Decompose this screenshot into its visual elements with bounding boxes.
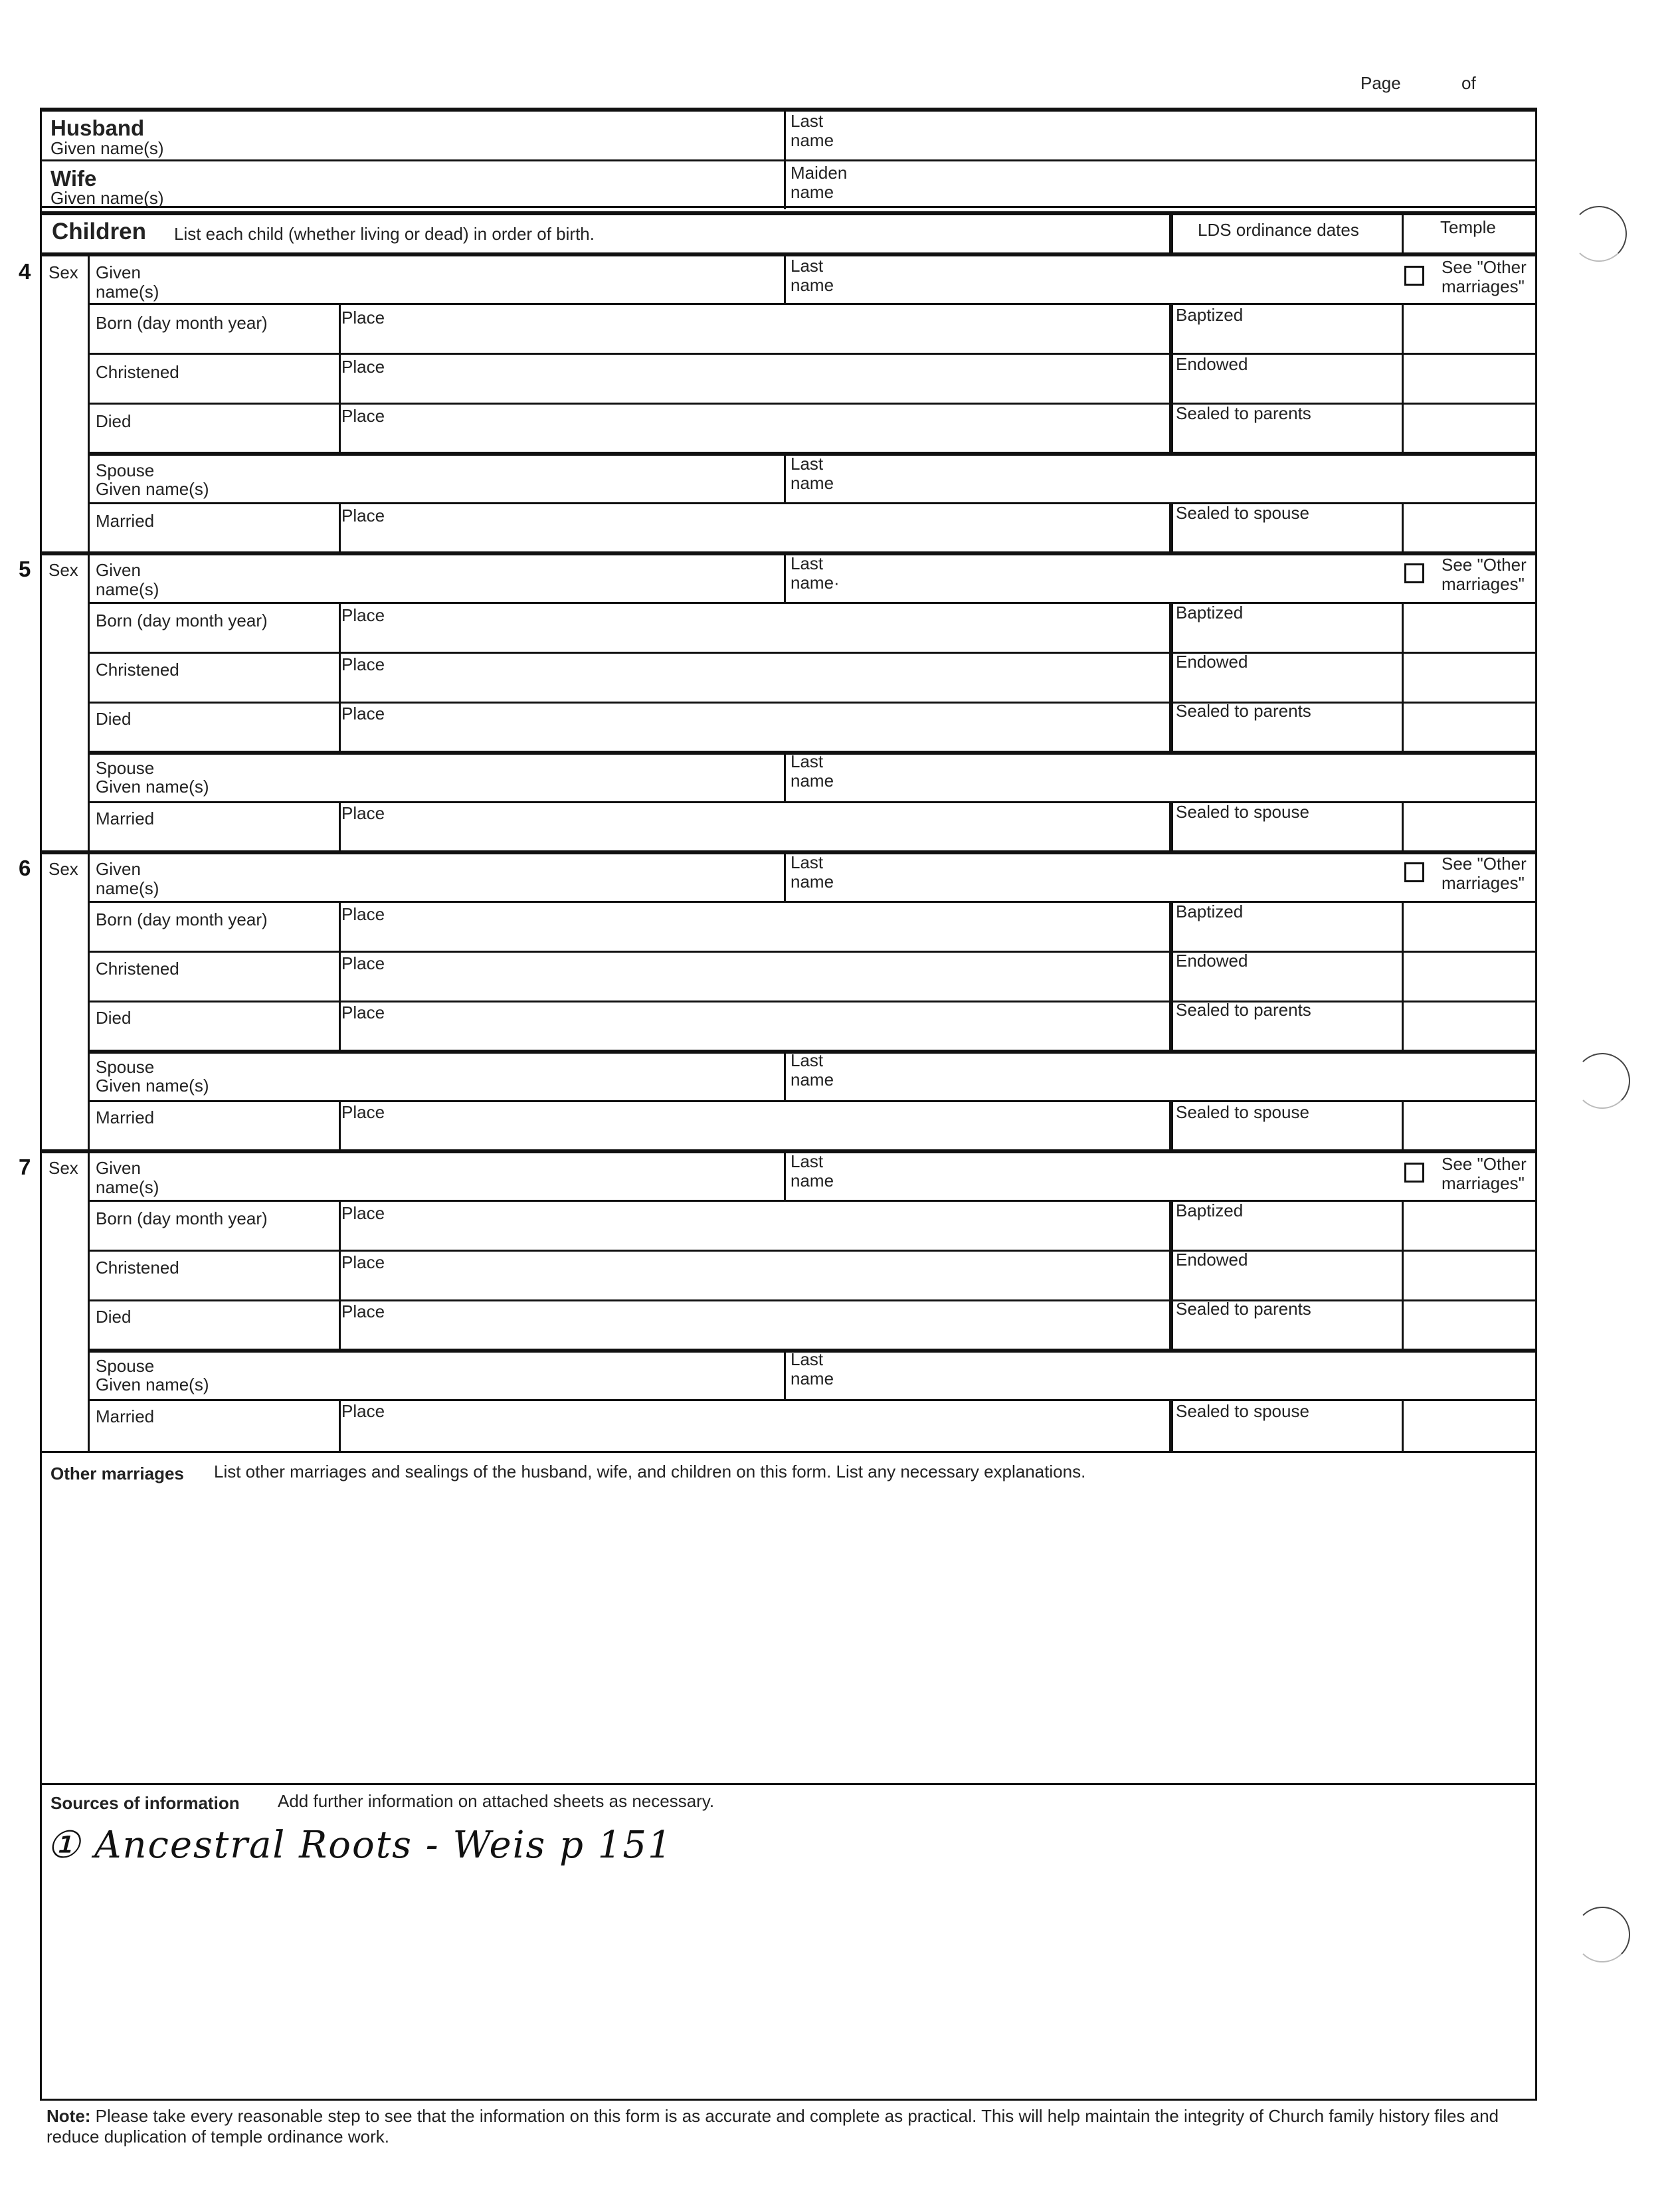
- spouse-label: Spouse: [96, 1057, 155, 1077]
- last-label: Last: [791, 553, 824, 573]
- baptized-label: Baptized: [1176, 902, 1244, 921]
- last-name-label: name: [791, 771, 834, 791]
- husband-title: Husband: [50, 116, 145, 140]
- sources-area[interactable]: [44, 1873, 1532, 2093]
- place-label: Place: [341, 904, 385, 924]
- binder-hole-top: [1571, 206, 1627, 262]
- place-label: Place: [341, 357, 385, 377]
- spouse-given-label: Given name(s): [96, 479, 209, 499]
- given-label: Given: [96, 262, 141, 282]
- sex-label: Sex: [48, 1158, 78, 1178]
- wife-given-label: Given name(s): [50, 188, 164, 208]
- last-label: Last: [791, 1151, 824, 1171]
- sex-label: Sex: [48, 560, 78, 580]
- name-s-label: name(s): [96, 282, 159, 302]
- endowed-label: Endowed: [1176, 951, 1248, 971]
- last-label: Last: [791, 751, 824, 771]
- born-label: Born (day month year): [96, 1208, 268, 1228]
- place-label: Place: [341, 704, 385, 723]
- last-name-label: name: [791, 275, 834, 295]
- last-label: Last: [791, 454, 824, 474]
- given-label: Given: [96, 859, 141, 879]
- baptized-label: Baptized: [1176, 1200, 1244, 1220]
- married-label: Married: [96, 809, 155, 828]
- sources-instruction: Add further information on attached sheets as necessary.: [278, 1791, 715, 1811]
- married-label: Married: [96, 1107, 155, 1127]
- spouse-given-label: Given name(s): [96, 777, 209, 797]
- see-other-marriages-checkbox[interactable]: [1404, 1163, 1424, 1183]
- spouse-given-label: Given name(s): [96, 1076, 209, 1096]
- child-number: 5: [19, 557, 31, 581]
- sex-label: Sex: [48, 262, 78, 282]
- died-label: Died: [96, 1307, 132, 1327]
- lds-ordinance-header: LDS ordinance dates: [1198, 220, 1359, 240]
- marriages-label: marriages": [1442, 276, 1525, 296]
- spouse-label: Spouse: [96, 758, 155, 778]
- endowed-label: Endowed: [1176, 652, 1248, 672]
- wife-maiden-label: Maiden: [791, 163, 848, 183]
- place-label: Place: [341, 406, 385, 426]
- child-number: 7: [19, 1155, 31, 1179]
- last-name-label: name: [791, 473, 834, 493]
- binder-hole-bottom: [1574, 1907, 1630, 1962]
- husband-name-label: name: [791, 130, 834, 150]
- see-other-marriages-checkbox[interactable]: [1404, 563, 1424, 583]
- place-label: Place: [341, 953, 385, 973]
- born-label: Born (day month year): [96, 313, 268, 333]
- place-label: Place: [341, 1203, 385, 1223]
- given-label: Given: [96, 1158, 141, 1178]
- last-name-label: name: [791, 1070, 834, 1090]
- spouse-label: Spouse: [96, 460, 155, 480]
- sealed-parents-label: Sealed to parents: [1176, 701, 1311, 721]
- children-title: Children: [52, 219, 146, 244]
- name-s-label: name(s): [96, 878, 159, 898]
- other-marriages-instruction: List other marriages and sealings of the husband, wife, and children on this form. List any necessary explanations.: [214, 1462, 1086, 1481]
- note-label: Note:: [47, 2106, 91, 2126]
- see-other-label: See "Other: [1442, 555, 1527, 575]
- see-other-marriages-checkbox[interactable]: [1404, 266, 1424, 286]
- married-label: Married: [96, 511, 155, 531]
- last-name-label: name: [791, 872, 834, 892]
- baptized-label: Baptized: [1176, 603, 1244, 622]
- see-other-label: See "Other: [1442, 854, 1527, 874]
- note-text: Please take every reasonable step to see that the information on this form is as accurate and complete as practical. This will help maintain the integrity of Church family history files and reduce duplication of temple ordinance work.: [47, 2106, 1499, 2147]
- binder-hole-middle: [1574, 1053, 1630, 1109]
- page-label: Page: [1360, 73, 1401, 93]
- married-label: Married: [96, 1406, 155, 1426]
- last-label: Last: [791, 852, 824, 872]
- marriages-label: marriages": [1442, 574, 1525, 594]
- children-instruction: List each child (whether living or dead) in order of birth.: [174, 224, 595, 244]
- name-s-label: name(s): [96, 579, 159, 599]
- sources-handwritten-entry: ① Ancestral Roots - Weis p 151: [47, 1824, 673, 1867]
- place-label: Place: [341, 605, 385, 625]
- place-label: Place: [341, 1401, 385, 1421]
- place-label: Place: [341, 1301, 385, 1321]
- place-label: Place: [341, 803, 385, 823]
- spouse-label: Spouse: [96, 1356, 155, 1376]
- sources-title: Sources of information: [50, 1793, 240, 1813]
- last-label: Last: [791, 256, 824, 276]
- last-label: Last: [791, 1349, 824, 1369]
- page-of-label: of: [1461, 73, 1476, 93]
- husband-given-label: Given name(s): [50, 138, 164, 158]
- child-number: 6: [19, 856, 31, 880]
- last-name-label: name·: [791, 573, 840, 593]
- form-frame: [40, 108, 1537, 2101]
- marriages-label: marriages": [1442, 873, 1525, 893]
- christened-label: Christened: [96, 959, 179, 979]
- see-other-marriages-checkbox[interactable]: [1404, 862, 1424, 882]
- place-label: Place: [341, 1002, 385, 1022]
- place-label: Place: [341, 1102, 385, 1122]
- endowed-label: Endowed: [1176, 354, 1248, 374]
- last-name-label: name: [791, 1369, 834, 1388]
- place-label: Place: [341, 308, 385, 328]
- endowed-label: Endowed: [1176, 1250, 1248, 1270]
- child-number: 4: [19, 259, 31, 284]
- died-label: Died: [96, 1008, 132, 1028]
- sex-label: Sex: [48, 859, 78, 879]
- last-name-label: name: [791, 1171, 834, 1191]
- sealed-parents-label: Sealed to parents: [1176, 1000, 1311, 1020]
- name-s-label: name(s): [96, 1177, 159, 1197]
- see-other-label: See "Other: [1442, 257, 1527, 277]
- sealed-spouse-label: Sealed to spouse: [1176, 1401, 1309, 1421]
- place-label: Place: [341, 1252, 385, 1272]
- other-marriages-title: Other marriages: [50, 1464, 184, 1483]
- christened-label: Christened: [96, 660, 179, 680]
- baptized-label: Baptized: [1176, 305, 1244, 325]
- sealed-spouse-label: Sealed to spouse: [1176, 802, 1309, 822]
- given-label: Given: [96, 560, 141, 580]
- born-label: Born (day month year): [96, 611, 268, 630]
- died-label: Died: [96, 709, 132, 729]
- temple-header: Temple: [1440, 217, 1496, 237]
- place-label: Place: [341, 654, 385, 674]
- sealed-spouse-label: Sealed to spouse: [1176, 1102, 1309, 1122]
- wife-title: Wife: [50, 166, 97, 191]
- place-label: Place: [341, 506, 385, 525]
- wife-name-label: name: [791, 182, 834, 202]
- form-note: [47, 2106, 1528, 2147]
- husband-last-label: Last: [791, 111, 824, 131]
- last-label: Last: [791, 1050, 824, 1070]
- other-marriages-area[interactable]: [44, 1488, 1532, 1780]
- sealed-parents-label: Sealed to parents: [1176, 1299, 1311, 1319]
- spouse-given-label: Given name(s): [96, 1375, 209, 1394]
- marriages-label: marriages": [1442, 1173, 1525, 1193]
- died-label: Died: [96, 411, 132, 431]
- sealed-parents-label: Sealed to parents: [1176, 403, 1311, 423]
- born-label: Born (day month year): [96, 909, 268, 929]
- sealed-spouse-label: Sealed to spouse: [1176, 503, 1309, 523]
- christened-label: Christened: [96, 362, 179, 382]
- see-other-label: See "Other: [1442, 1154, 1527, 1174]
- christened-label: Christened: [96, 1258, 179, 1278]
